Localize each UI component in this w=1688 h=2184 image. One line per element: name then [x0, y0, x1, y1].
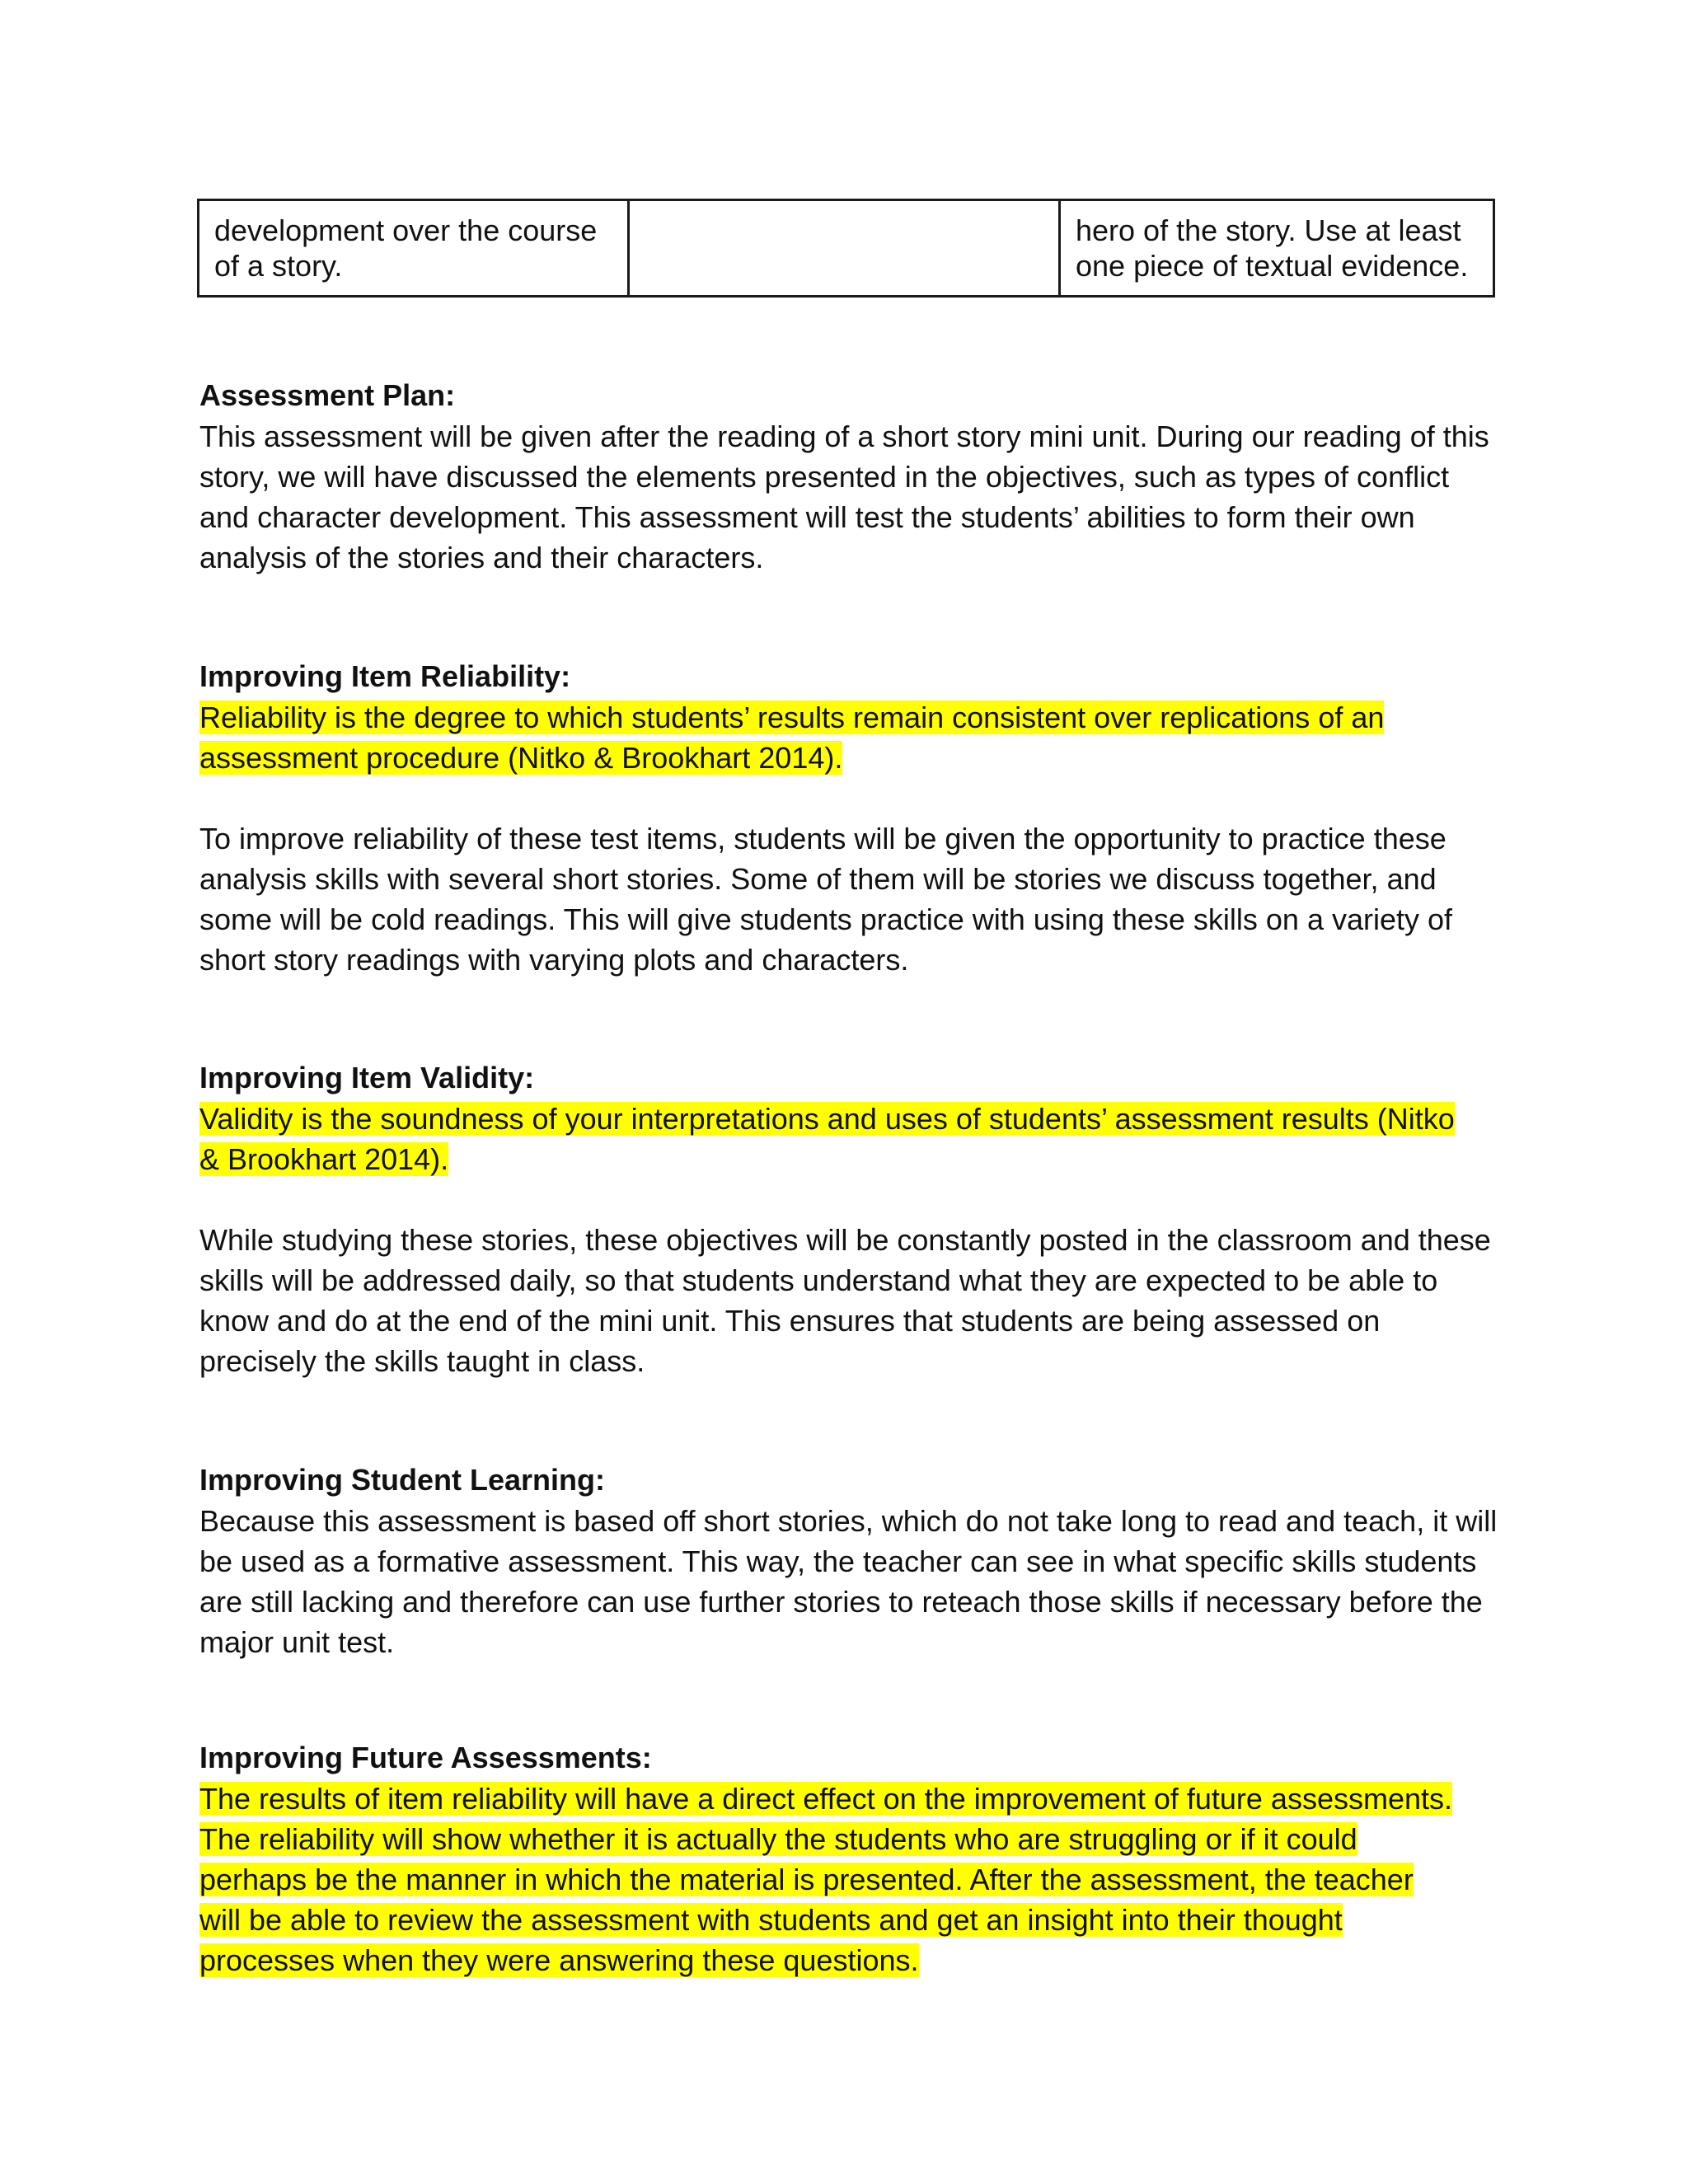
table-cell-item: hero of the story. Use at least one piece of textual evidence. — [1060, 200, 1494, 297]
future-assessments-line: processes when they were answering these questions. — [199, 1943, 919, 1977]
assessment-plan-heading: Assessment Plan: — [199, 378, 456, 412]
future-assessments-line: The reliability will show whether it is actually the students who are struggling or if it could — [199, 1822, 1357, 1856]
student-learning-body: Because this assessment is based off short stories, which do not take long to read and teach, it will be used as a formative assessment. This way, the teacher can see in what specific skills students are still lacking and therefore can use further stories to reteach those skills if necessary before the major unit test. — [199, 1504, 1498, 1659]
continued-objectives-table — [197, 199, 1495, 298]
future-assessments-line: will be able to review the assessment with students and get an insight into their thought — [199, 1903, 1343, 1937]
reliability-definition-line: Reliability is the degree to which students’ results remain consistent over replications of an — [199, 701, 1385, 734]
validity-definition-line: & Brookhart 2014). — [199, 1142, 449, 1176]
table-row — [199, 200, 1494, 297]
future-assessments-body — [199, 1779, 1502, 1980]
reliability-definition-line: assessment procedure (Nitko & Brookhart 2014). — [199, 741, 843, 775]
future-assessments-line: perhaps be the manner in which the material is presented. After the assessment, the teacher — [199, 1863, 1414, 1896]
validity-definition-line: Validity is the soundness of your interpretations and uses of students’ assessment results (Nitko — [199, 1102, 1455, 1136]
future-assessments-line: The results of item reliability will have a direct effect on the improvement of future assessments. — [199, 1782, 1452, 1816]
reliability-body: To improve reliability of these test items, students will be given the opportunity to practice these analysis skills with several short stories. Some of them will be stories we discuss together, and some will be cold readings. This will give students practice with using these skills on a variety of short story readings with varying plots and characters. — [199, 822, 1453, 977]
reliability-heading: Improving Item Reliability: — [199, 659, 571, 693]
student-learning-section — [199, 1460, 1502, 1662]
reliability-section — [199, 656, 1502, 980]
assessment-plan-section — [199, 375, 1502, 578]
reliability-definition — [199, 697, 1502, 778]
student-learning-heading: Improving Student Learning: — [199, 1463, 605, 1497]
future-assessments-heading: Improving Future Assessments: — [199, 1741, 652, 1774]
table-cell-empty — [629, 200, 1060, 297]
future-assessments-section — [199, 1737, 1502, 1980]
validity-heading: Improving Item Validity: — [199, 1061, 535, 1094]
validity-definition — [199, 1099, 1502, 1179]
validity-section — [199, 1057, 1502, 1381]
validity-body: While studying these stories, these objectives will be constantly posted in the classroom and these skills will be addressed daily, so that students understand what they are expected to be able to know and do at the end of the mini unit. This ensures that students are being assessed on precisely the skills taught in class. — [199, 1223, 1491, 1378]
table-cell-objective: development over the course of a story. — [199, 200, 629, 297]
assessment-plan-body: This assessment will be given after the reading of a short story mini unit. During our reading of this story, we will have discussed the elements presented in the objectives, such as types of conflict and character development. This assessment will test the students’ abilities to form their own analysis of the stories and their characters. — [199, 419, 1489, 574]
